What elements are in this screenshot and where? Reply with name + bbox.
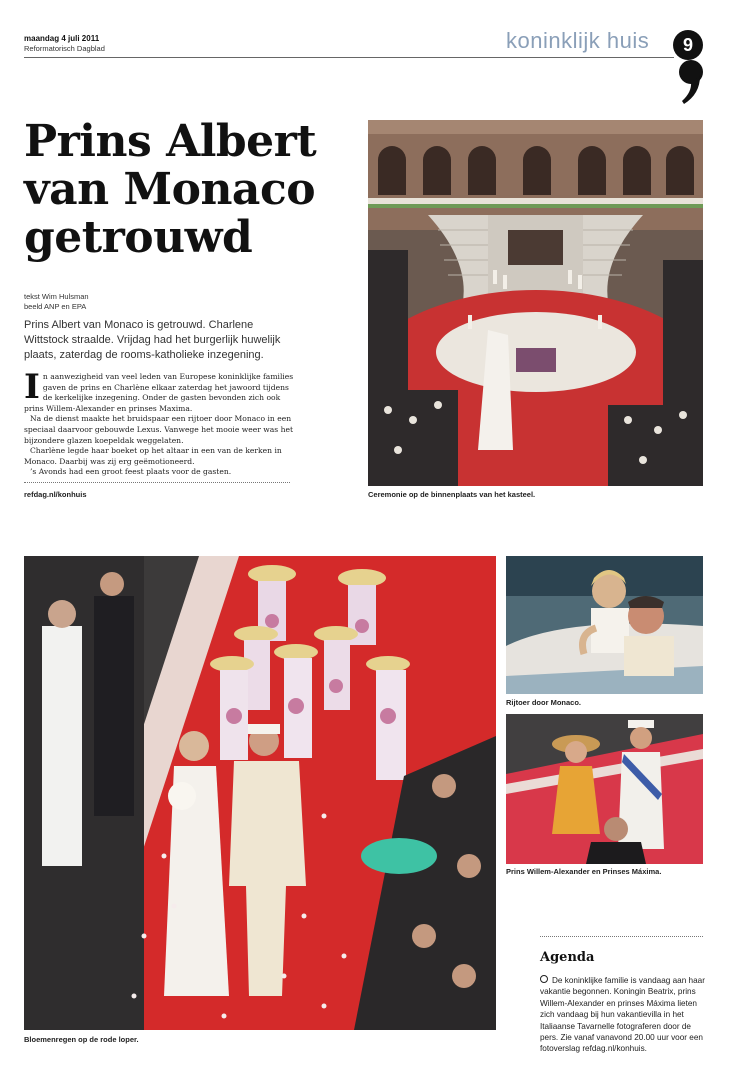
royals-photo — [506, 714, 703, 864]
car-photo — [506, 556, 703, 694]
body-paragraph: Charlène legde haar boeket op het altaar in een van de kerken in Monaco. Daarbij was zij erg geëmotioneerd. — [24, 446, 282, 466]
text-credit: tekst Wim Hulsman — [24, 292, 89, 301]
agenda-text: De koninklijke familie is vandaag aan haar vakantie begonnen. Koningin Beatrix, prins Willem-Alexander en prinses Máxima lieten zich vandaag bij hun vakantievilla in het Italiaanse Tavarnelle fotograferen door de pers. Zie vanaf vanavond 20.00 uur voor een fotoverslag refdag.nl/konhuis. — [540, 976, 705, 1054]
headline — [24, 118, 344, 262]
car-caption: Rijtoer door Monaco. — [506, 698, 581, 707]
bullet-icon — [540, 975, 548, 983]
drop-cap: I — [24, 367, 40, 407]
dotted-divider — [24, 482, 290, 483]
agenda-title: Agenda — [540, 950, 595, 965]
byline — [24, 292, 89, 312]
photo-credit: beeld ANP en EPA — [24, 302, 87, 311]
section-title: koninklijk huis — [506, 28, 650, 53]
body-paragraph: In aanwezigheid van veel leden van Europese koninklijke families gaven de prins en Charlène elkaar zaterdag het jawoord tijdens de kerkelijke inzegening. Onder de gasten bevonden zich ook prins Willem-Alexander en prinses Maxima. — [24, 367, 294, 413]
header-rule — [24, 57, 674, 58]
agenda-divider — [540, 936, 703, 937]
ceremony-caption: Ceremonie op de binnenplaats van het kasteel. — [368, 490, 536, 499]
headline-line: van Monaco — [24, 164, 316, 215]
headline-line: getrouwd — [24, 212, 253, 263]
web-link[interactable]: refdag.nl/konhuis — [24, 490, 87, 499]
petals-caption: Bloemenregen op de rode loper. — [24, 1035, 139, 1044]
newspaper-name: Reformatorisch Dagblad — [24, 44, 105, 53]
page-number: 9 — [673, 30, 703, 60]
article-lede: Prins Albert van Monaco is getrouwd. Charlene Wittstock straalde. Vrijdag had het burgerlijk huwelijk plaats, zaterdag de rooms-katholieke inzegening. — [24, 319, 281, 361]
article-body — [24, 367, 296, 478]
royals-caption: Prins Willem-Alexander en Prinses Máxima. — [506, 867, 662, 876]
ceremony-photo — [368, 120, 703, 486]
comma-logo-icon — [676, 58, 706, 108]
headline-line: Prins Albert — [24, 116, 317, 167]
body-paragraph: ’s Avonds had een groot feest plaats voor de gasten. — [30, 467, 232, 477]
issue-date: maandag 4 juli 2011 — [24, 34, 100, 43]
petals-photo — [24, 556, 496, 1030]
body-paragraph: Na de dienst maakte het bruidspaar een rijtoer door Monaco in een speciaal daarvoor gebouwde Lexus. Vanwege het mooie weer was het bijzondere glazen koepeldak weggelaten. — [24, 414, 294, 445]
